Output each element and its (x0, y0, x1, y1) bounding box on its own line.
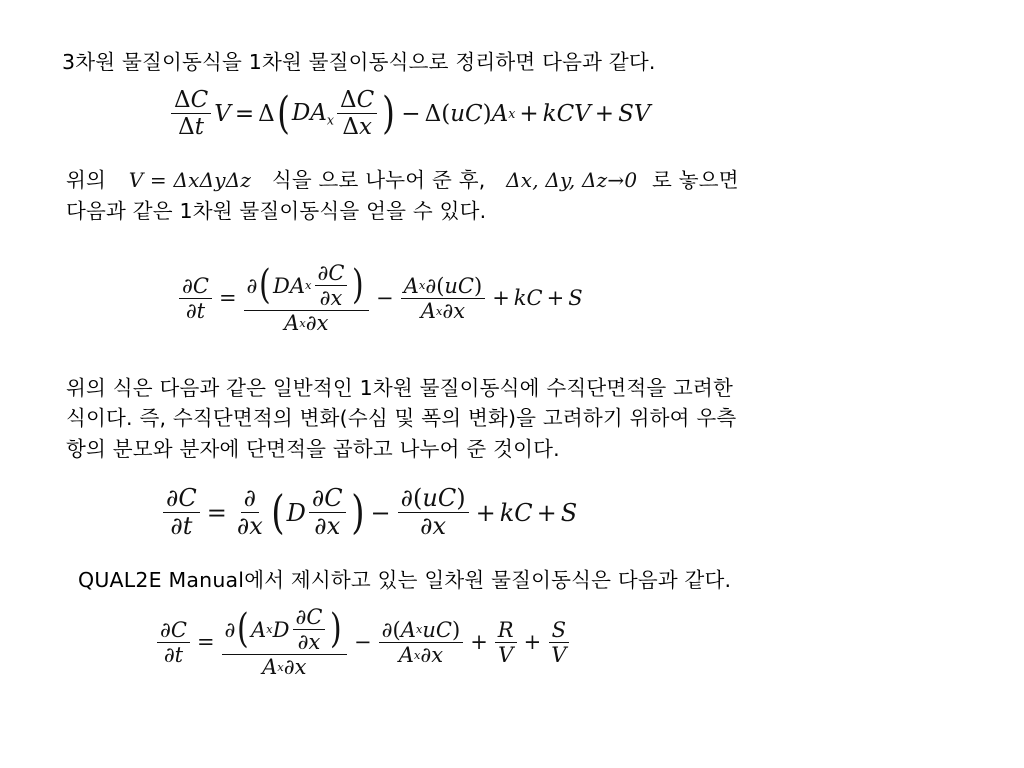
equation-qual2e: $\frac{\partial C}{\partial t}$ = ∂ ( A x D $\frac{\partial C}{\partial x}$ ) A x ∂x − ∂ ( A x uC ) A x ∂x + $\frac{R}{V}$ + $\frac{S}{V}$ (154, 606, 572, 678)
equation-general-1d: $\frac{\partial C}{\partial t}$ = $\frac{\partial}{\partial x}$ ( D $\frac{\partial C}{\partial x}$ ) − ∂ ( uC ) ∂x + kC + S (160, 486, 577, 539)
text-wi-ui: 위의 (66, 168, 107, 192)
paragraph-qual2e: QUAL2E Manual에서 제시하고 있는 일차원 물질이동식은 다음과 같다. (78, 568, 732, 592)
paragraph-divide-line1 (66, 165, 739, 195)
paragraph-general-line2: 식이다. 즉, 수직단면적의 변화(수심 및 폭의 변화)을 고려하기 위하여 우측 (66, 406, 737, 430)
inline-limit: Δx, Δy, Δz→0 (506, 168, 638, 192)
equation-area-weighted: $\frac{\partial C}{\partial t}$ = ∂ ( DA x $\frac{\partial C}{\partial x}$ ) A x ∂x − A x ∂ ( uC ) A x ∂x + kC + S (176, 262, 583, 334)
inline-volume-definition: V = ΔxΔyΔz (128, 168, 252, 192)
text-divide: 식을 으로 나누어 준 후, (271, 168, 486, 192)
text-set-to: 로 놓으면 (651, 168, 739, 192)
paragraph-general-line3: 항의 분모와 분자에 단면적을 곱하고 나누어 준 것이다. (66, 437, 560, 461)
paragraph-general-line1: 위의 식은 다음과 같은 일반적인 1차원 물질이동식에 수직단면적을 고려한 (66, 376, 734, 400)
paragraph-3d-to-1d: 3차원 물질이동식을 1차원 물질이동식으로 정리하면 다음과 같다. (62, 50, 656, 74)
equation-finite-difference: Δ C Δ t V = Δ ( $DA_x$ Δ C Δ x ) − Δ ( uC ) A x + kCV + SV (168, 88, 650, 139)
paragraph-divide-line2: 다음과 같은 1차원 물질이동식을 얻을 수 있다. (66, 199, 487, 223)
